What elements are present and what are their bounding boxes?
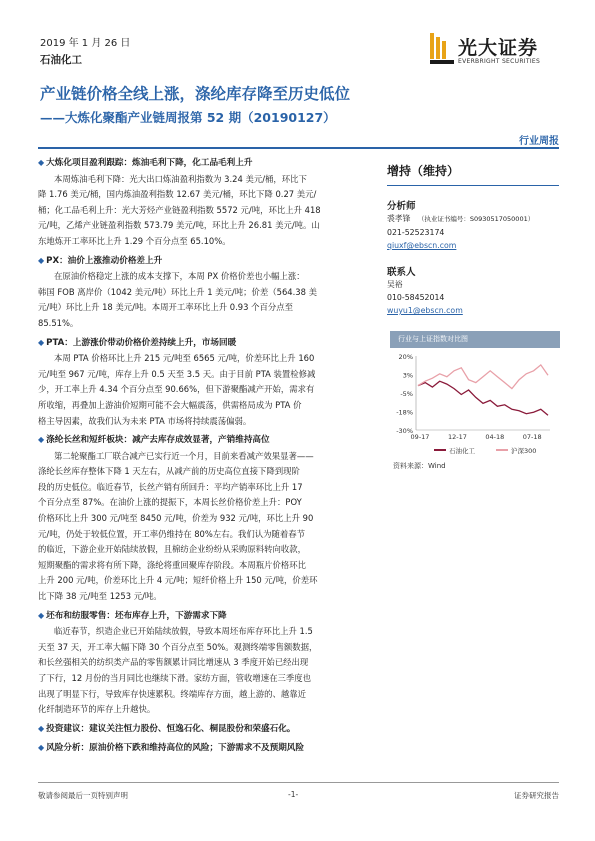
analyst-cert: （执业证书编号：S0930517050001） bbox=[417, 215, 535, 223]
diamond-bullet-icon: ◆ bbox=[38, 337, 45, 347]
diamond-bullet-icon: ◆ bbox=[38, 743, 45, 753]
footer-divider bbox=[38, 782, 559, 783]
analyst-phone: 021-52523174 bbox=[387, 228, 445, 237]
body-line: 本周 PTA 价格环比上升 215 元/吨至 6565 元/吨，价差环比上升 160 bbox=[54, 353, 315, 364]
document-type: 行业周报 bbox=[519, 136, 559, 147]
body-line: 化纤制造环节的库存上升越快。 bbox=[38, 704, 156, 715]
section-heading: ◆ 坯布和纺服零售：坯布库存上升，下游需求下降 bbox=[38, 610, 227, 621]
analyst-heading: 分析师 bbox=[387, 201, 416, 212]
body-line: 天至 37 天，开工率大幅下降 30 个百分点至 50%。观测终端零售额数据， bbox=[38, 641, 318, 652]
footer-report-type: 证券研究报告 bbox=[514, 791, 559, 800]
report-body bbox=[38, 152, 380, 757]
legend-label: 沪深300 bbox=[511, 447, 537, 455]
rating-label: 增持（维持） bbox=[387, 164, 460, 178]
analyst-line bbox=[387, 212, 559, 226]
page-number: -1- bbox=[288, 790, 299, 799]
contact-phone: 010-58452014 bbox=[387, 293, 445, 302]
body-line: 85.51%。 bbox=[38, 317, 79, 328]
y-tick-label: -30% bbox=[396, 427, 413, 435]
legend-label: 石油化工 bbox=[449, 447, 475, 455]
contact-name: 吴裕 bbox=[387, 280, 403, 289]
x-tick-label: 09-17 bbox=[410, 433, 430, 441]
body-line: 的临近，下游企业开始陆续放假，且棉纺企业纷纷从采购原料转向收款， bbox=[38, 544, 306, 555]
body-line: 本周炼油毛利下降：光大出口炼油盈利指数为 3.24 美元/桶，环比下 bbox=[54, 173, 307, 184]
body-line: 桶；化工品毛利上升：光大芳烃产业链盈利指数 5572 元/吨，环比上升 418 bbox=[38, 204, 321, 215]
y-tick-label: 20% bbox=[398, 353, 413, 361]
body-line: 韩国 FOB 离岸价（1042 美元/吨）环比上升 1 美元/吨；价差（564.38 美 bbox=[38, 286, 317, 297]
sidebar bbox=[387, 152, 559, 317]
body-line: 价格环比上升 300 元/吨至 8450 元/吨，价差为 932 元/吨，环比上升 90 bbox=[38, 513, 314, 524]
logo-mark-icon bbox=[428, 31, 456, 67]
body-line: 元/吨，仍处于较低位置，开工率仍维持在 80%左右。我们认为随着春节 bbox=[38, 528, 305, 539]
body-line: 第二轮聚酯工厂联合减产已实行近一个月，目前来看减产效果显著—— bbox=[54, 450, 314, 461]
section-heading: ◆ 风险分析：原油价格下跌和维持高位的风险；下游需求不及预期风险 bbox=[38, 743, 304, 754]
report-date: 2019 年 1 月 26 日 bbox=[40, 38, 131, 49]
chart-plot bbox=[390, 348, 560, 461]
y-tick-label: -18% bbox=[396, 408, 413, 417]
section-heading: ◆ 投资建议：建议关注恒力股份、恒逸石化、桐昆股份和荣盛石化。 bbox=[38, 723, 296, 734]
analyst-name: 裘孝锋 bbox=[387, 214, 411, 223]
body-line: 了下行，12 月份的当月同比也继续下滑。家纺方面，管收增速在三季度也 bbox=[38, 673, 311, 683]
body-line: 上升 200 元/吨，价差环比上升 4 元/吨；短纤价格上升 150 元/吨，价差环 bbox=[38, 575, 318, 586]
body-line: 在原油价格稳定上涨的成本支撑下，本周 PX 价格价差也小幅上涨： bbox=[54, 271, 305, 282]
body-line: 和长丝强相关的纺织类产品的零售额累计同比增速从 3 季度开始已经出现 bbox=[38, 657, 309, 668]
body-line: 段的历史低位。临近春节，长丝产销有所回升：平均产销率环比上升 17 bbox=[38, 481, 303, 492]
chart-title: 行业与上证指数对比图 bbox=[390, 331, 560, 348]
series-line bbox=[418, 365, 548, 389]
series-line bbox=[418, 381, 548, 415]
logo-text-en: EVERBRIGHT SECURITIES bbox=[458, 58, 541, 65]
body-line: 个百分点至 87%。在油价上涨的提振下，本周长丝价格价差上升：POY bbox=[38, 497, 302, 508]
diamond-bullet-icon: ◆ bbox=[38, 158, 45, 167]
diamond-bullet-icon: ◆ bbox=[38, 723, 45, 733]
body-line: 东地炼开工率环比上升 1.29 个百分点至 65.10%。 bbox=[38, 235, 231, 246]
x-tick-label: 12-17 bbox=[447, 433, 467, 441]
logo-text-cn: 光大证券 bbox=[458, 37, 539, 59]
contact-email-link[interactable]: wuyu1@ebscn.com bbox=[387, 306, 463, 315]
diamond-bullet-icon: ◆ bbox=[38, 435, 45, 445]
diamond-bullet-icon: ◆ bbox=[38, 255, 45, 265]
company-logo bbox=[428, 31, 558, 73]
section-heading: ◆ 大炼化项目盈利跟踪：炼油毛利下降，化工品毛利上升 bbox=[38, 158, 253, 168]
body-line: 临近春节，织造企业已开始陆续放假，导致本周坯布库存环比上升 1.5 bbox=[54, 626, 313, 637]
diamond-bullet-icon: ◆ bbox=[38, 610, 45, 620]
body-line: 出现了明显下行，导致库存快速累积。终端库存方面，越上游的、越靠近 bbox=[38, 688, 306, 699]
body-line: 元/吨至 967 元/吨，库存上升 0.5 天至 3.5 天。由于目前 PTA 装置检修减 bbox=[38, 368, 316, 379]
sidebar-divider bbox=[387, 185, 559, 186]
body-line: 涤纶长丝库存整体下降 1 天左右，从减产前的历史高位直接下降到现阶 bbox=[38, 466, 300, 477]
page-subtitle: ——大炼化聚酯产业链周报第 52 期（20190127） bbox=[40, 110, 336, 125]
title-divider bbox=[38, 147, 559, 149]
body-line: 元/吨）环比上升 18 美元/吨。本周开工率环比上升 0.93 个百分点至 bbox=[38, 302, 293, 313]
x-tick-label: 04-18 bbox=[485, 433, 505, 441]
body-line: 少，开工率上升 4.34 个百分点至 90.66%，但下游聚酯减产开始，需求有 bbox=[38, 384, 315, 395]
page-title: 产业链价格全线上涨，涤纶库存降至历史低位 bbox=[40, 85, 351, 103]
sector-label: 石油化工 bbox=[40, 54, 82, 66]
comparison-chart bbox=[390, 331, 560, 461]
body-line: 格主导因素，故我们认为未来 PTA 市场将持续震荡偏弱。 bbox=[38, 415, 252, 426]
y-tick-label: 3% bbox=[402, 371, 413, 380]
chart-source: 资料来源：Wind bbox=[393, 462, 446, 470]
footer-disclaimer: 敬请参阅最后一页特别声明 bbox=[38, 791, 128, 800]
body-line: 降 1.76 美元/桶，国内炼油盈利指数 12.67 美元/桶，环比下降 0.27 美元/ bbox=[38, 189, 317, 200]
contact-heading: 联系人 bbox=[387, 267, 416, 278]
body-line: 元/吨，乙烯产业链盈利指数 573.79 美元/吨，环比上升 26.81 美元/吨。山 bbox=[38, 220, 320, 231]
section-heading: ◆ 涤纶长丝和短纤板块：减产去库存成效显著，产销维持高位 bbox=[38, 435, 270, 446]
analyst-email-link[interactable]: qiuxf@ebscn.com bbox=[387, 241, 457, 250]
y-tick-label: -5% bbox=[400, 390, 413, 398]
body-line: 短期聚酯的需求将有所下降，涤纶将重回聚库存阶段。本周瓶片价格环比 bbox=[38, 559, 306, 570]
x-tick-label: 07-18 bbox=[522, 433, 542, 441]
section-heading: ◆ PX：油价上涨推动价格差上升 bbox=[38, 255, 163, 266]
body-line: 所收缩，再叠加上游油价短期可能不会大幅震荡，供需格局成为 PTA 价 bbox=[38, 399, 302, 410]
section-heading: ◆ PTA：上游涨价带动价格价差持续上升，市场回暖 bbox=[38, 337, 237, 348]
body-line: 比下降 38 元/吨至 1253 元/吨。 bbox=[38, 591, 162, 602]
